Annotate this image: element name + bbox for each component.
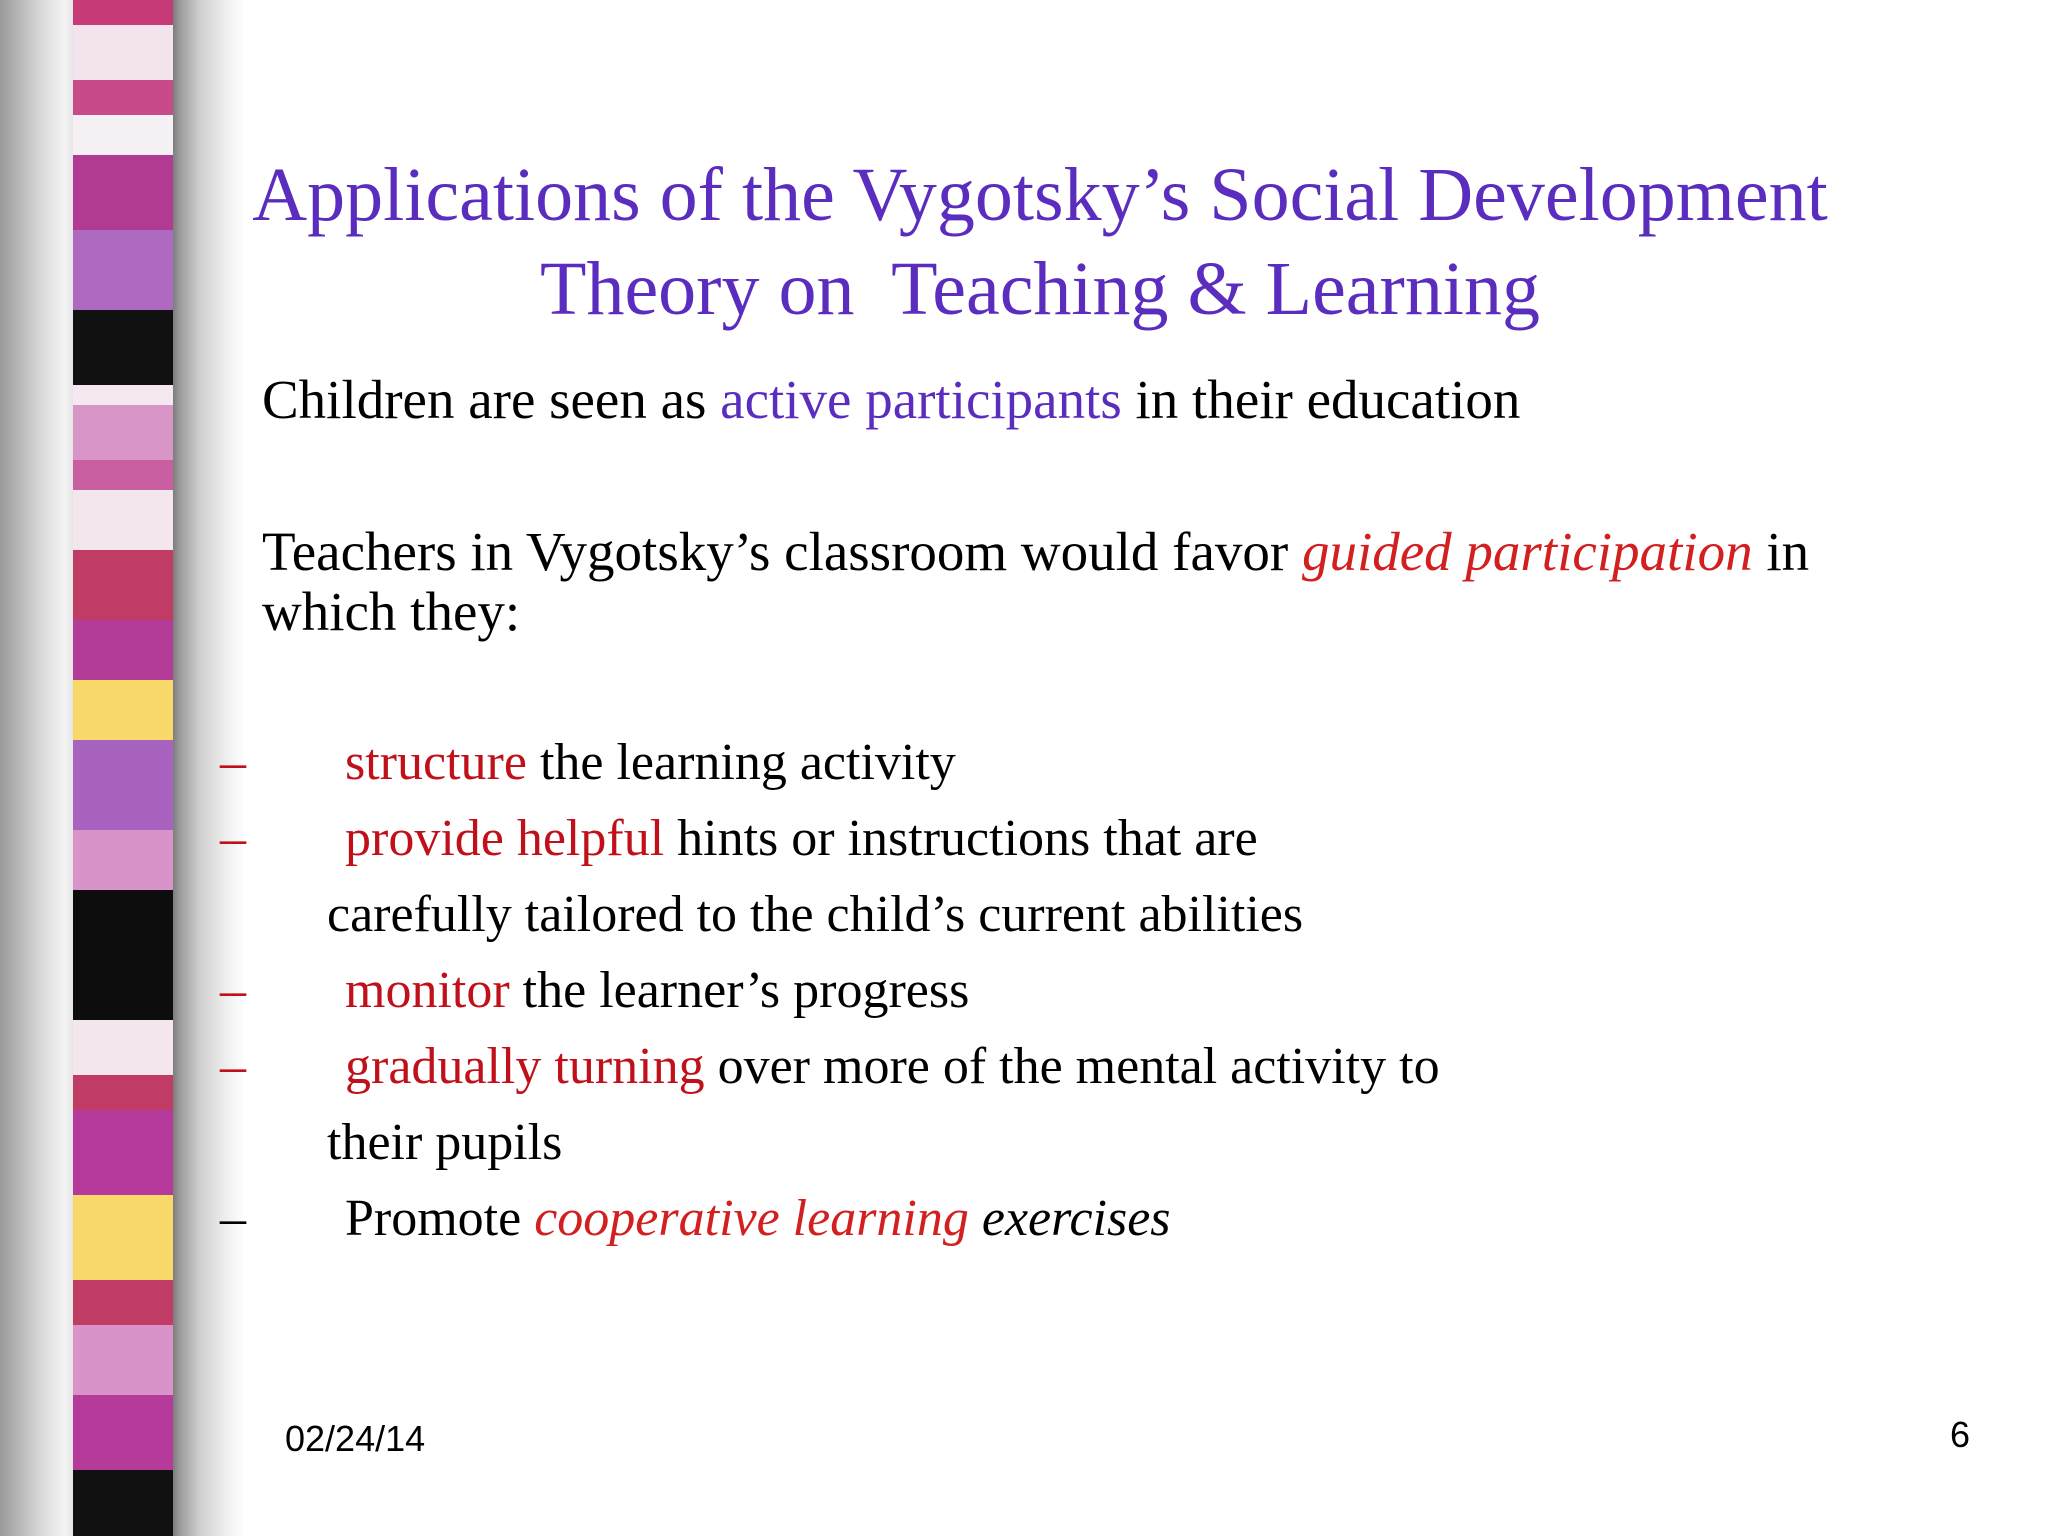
bullet-highlight: provide helpful bbox=[345, 810, 665, 867]
bullet-monitor bbox=[220, 961, 1820, 1021]
bullet-text bbox=[345, 1189, 1171, 1249]
title-line-1: Applications of the Vygotsky’s Social Development bbox=[252, 153, 1828, 237]
bullet-text bbox=[345, 961, 969, 1021]
bullet-highlight: cooperative learning bbox=[534, 1190, 969, 1247]
slide-date: 02/24/14 bbox=[285, 1418, 426, 1459]
title-line-2: Theory on Teaching & Learning bbox=[540, 247, 1540, 331]
para1-highlight: active participants bbox=[720, 369, 1122, 430]
bullet-rest: over more of the mental activity to bbox=[704, 1038, 1440, 1095]
bullet-dash: – bbox=[220, 1038, 246, 1095]
bullet-highlight: gradually turning bbox=[345, 1038, 705, 1095]
bullet-structure bbox=[220, 733, 1820, 793]
bullet-text bbox=[345, 1037, 1440, 1097]
paragraph-active-participants bbox=[262, 370, 1902, 430]
paragraph-guided-participation bbox=[262, 522, 1902, 642]
slide-number: 6 bbox=[1950, 1414, 1971, 1455]
bullet-gradually-turning bbox=[220, 1037, 1820, 1097]
bullet-highlight: structure bbox=[345, 734, 527, 791]
bullet-lead: Promote bbox=[345, 1190, 535, 1247]
bullet-continuation: their pupils bbox=[327, 1114, 563, 1171]
bullet-rest: hints or instructions that are bbox=[664, 810, 1258, 867]
bullet-rest: the learning activity bbox=[526, 734, 956, 791]
bullet-dash: – bbox=[220, 962, 246, 1019]
para2-highlight: guided participation bbox=[1301, 521, 1753, 582]
para2-line-2: which they: bbox=[262, 581, 521, 642]
bullet-text bbox=[345, 809, 1258, 869]
bullet-text bbox=[345, 733, 956, 793]
para1-text-after: in their education bbox=[1121, 369, 1521, 430]
para2-text-after: in bbox=[1752, 521, 1810, 582]
para2-text-before: Teachers in Vygotsky’s classroom would favor bbox=[262, 521, 1302, 582]
color-bands bbox=[73, 0, 173, 1536]
bullet-cooperative-learning bbox=[220, 1189, 1820, 1249]
bullet-rest: exercises bbox=[968, 1190, 1171, 1247]
bullet-highlight: monitor bbox=[345, 962, 510, 1019]
bullet-rest: the learner’s progress bbox=[509, 962, 970, 1019]
para1-text-before: Children are seen as bbox=[262, 369, 721, 430]
bullet-dash: – bbox=[220, 1190, 246, 1247]
bullet-dash: – bbox=[220, 734, 246, 791]
slide-title bbox=[205, 148, 1875, 336]
bullet-continuation: carefully tailored to the child’s current abilities bbox=[327, 886, 1304, 943]
bullet-provide-helpful bbox=[220, 809, 1820, 869]
bullet-dash: – bbox=[220, 810, 246, 867]
